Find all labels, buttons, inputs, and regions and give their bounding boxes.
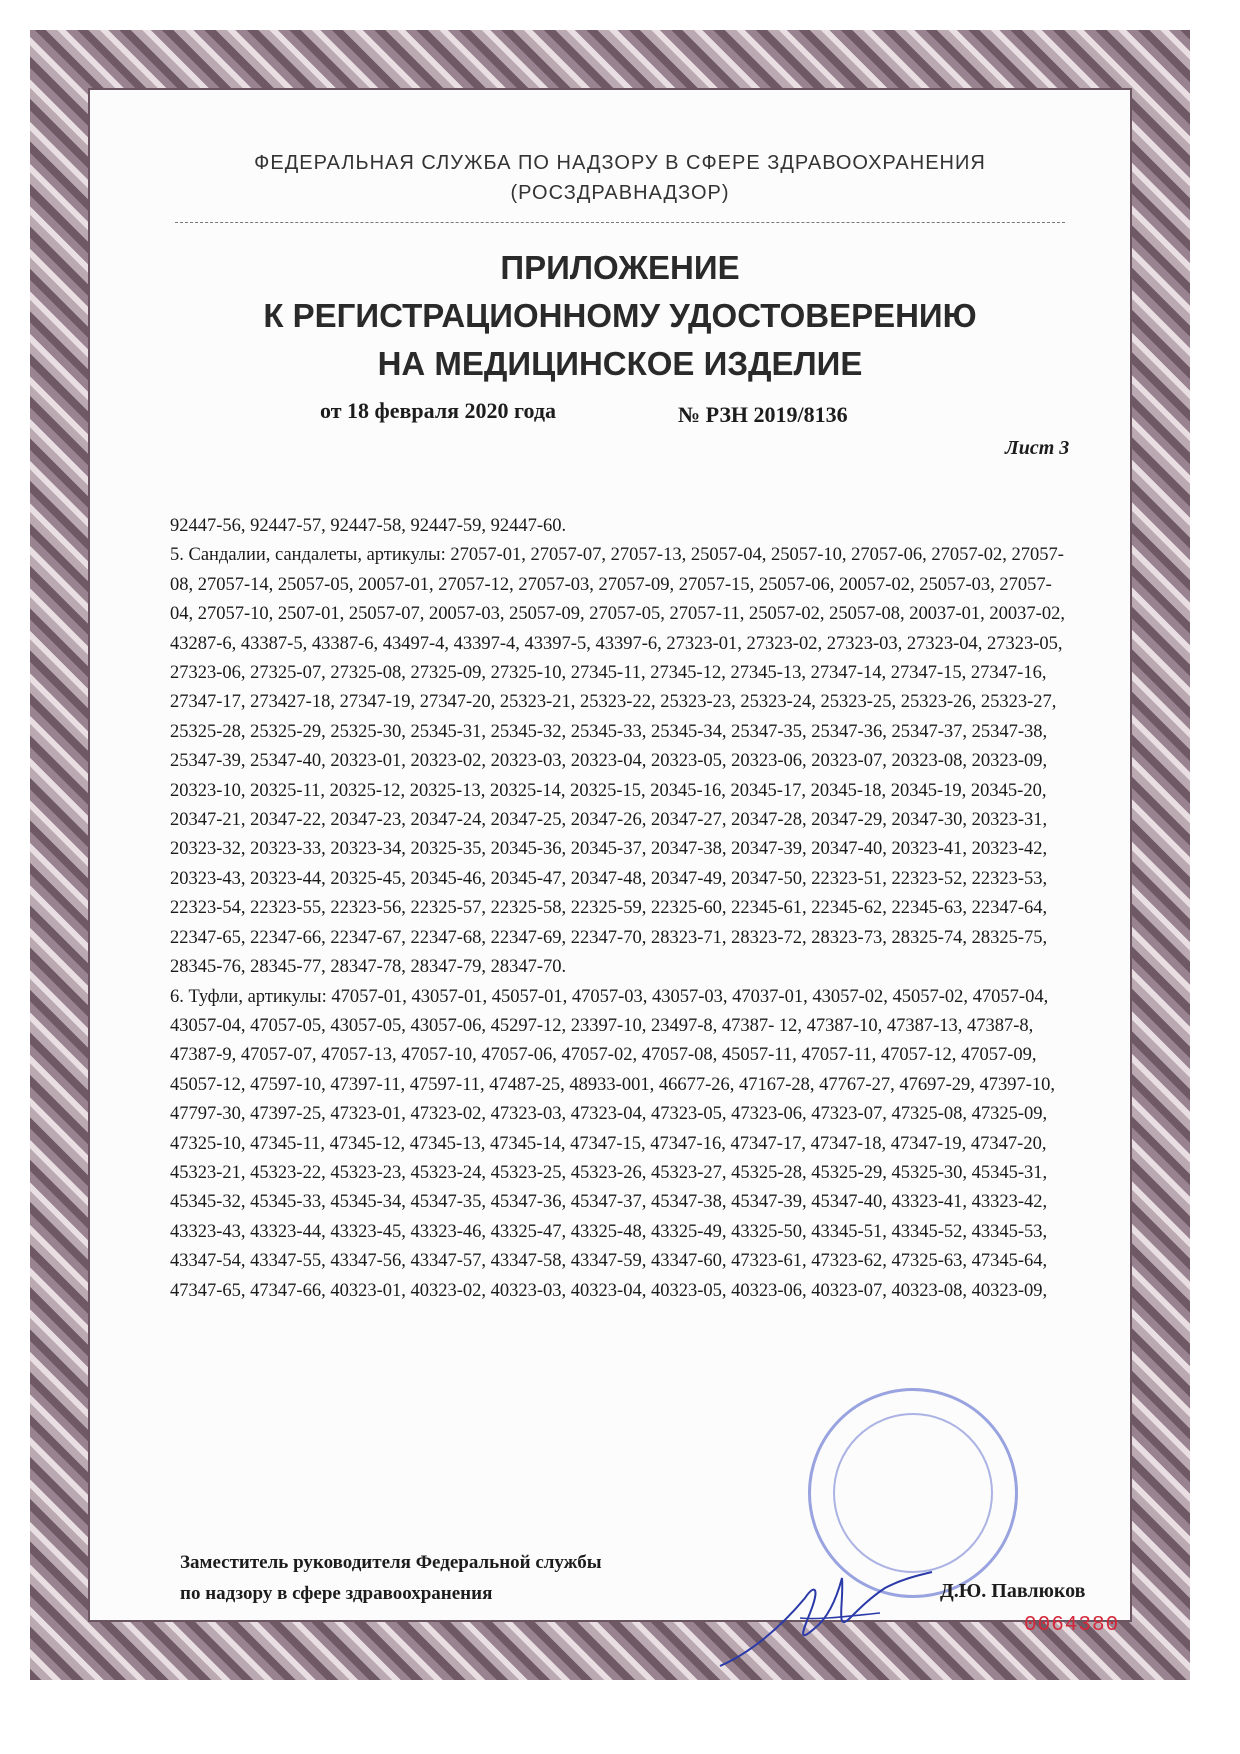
issue-date: от 18 февраля 2020 года [320,398,556,423]
title-line-3: НА МЕДИЦИНСКОЕ ИЗДЕЛИЕ [377,345,863,382]
signer-title [180,1547,602,1609]
agency-line-2: (РОСЗДРАВНАДЗОР) [510,182,730,204]
serial-number: 0064380 [1024,1614,1120,1637]
registration-number: № РЗН 2019/8136 [678,402,848,427]
signer-line-2: по надзору в сфере здравоохранения [180,1583,493,1604]
stamp-inner-ring [833,1413,993,1573]
paragraph-continuation: 92447-56, 92447-57, 92447-58, 92447-59, 92447-60. [170,516,567,536]
agency-name [140,148,1100,208]
signer-line-1: Заместитель руководителя Федеральной службы [180,1552,602,1573]
title-line-1: ПРИЛОЖЕНИЕ [500,249,740,286]
document-title [140,244,1100,388]
title-line-2: К РЕГИСТРАЦИОННОМУ УДОСТОВЕРЕНИЮ [263,297,977,334]
signer-name: Д.Ю. Павлюков [940,1580,1086,1602]
paragraph-shoes: 6. Туфли, артикулы: 47057-01, 43057-01, 45057-01, 47057-03, 43057-03, 47037-01, 43057-02, 45057-02, 47057-04, 43057-04, 47057-05, 43057-05, 43057-06, 45297-12, 23397-10, 23497-8, 47387- 12, 47387-10, 47387-13, 47387-8, 47387-9, 47057-07, 47057-13, 47057-10, 47057-06, 47057-02, 47057-08, 45057-11, 47057-11, 47057-12, 47057-09, 45057-12, 47597-10, 47397-11, 47597-11, 47487-25, 48933-001, 46677-26, 47167-28, 47767-27, 47697-29, 47397-10, 47797-30, 47397-25, 47323-01, 47323-02, 47323-03, 47323-04, 47323-05, 47323-06, 47323-07, 47325-08, 47325-09, 47325-10, 47345-11, 47345-12, 47345-13, 47345-14, 47347-15, 47347-16, 47347-17, 47347-18, 47347-19, 47347-20, 45323-21, 45323-22, 45323-23, 45323-24, 45323-25, 45323-26, 45323-27, 45325-28, 45325-29, 45325-30, 45345-31, 45345-32, 45345-33, 45345-34, 45347-35, 45347-36, 45347-37, 45347-38, 45347-39, 45347-40, 43323-41, 43323-42, 43323-43, 43323-44, 43323-45, 43323-46, 43325-47, 43325-48, 43325-49, 43325-50, 43345-51, 43345-52, 43345-53, 43347-54, 43347-55, 43347-56, 43347-57, 43347-58, 43347-59, 43347-60, 47323-61, 47323-62, 47325-63, 47345-64, 47347-65, 47347-66, 40323-01, 40323-02, 40323-03, 40323-04, 40323-05, 40323-06, 40323-07, 40323-08, 40323-09, [170,986,1056,1301]
article-list [170,512,1070,1306]
header-divider [175,222,1065,224]
agency-line-1: ФЕДЕРАЛЬНАЯ СЛУЖБА ПО НАДЗОРУ В СФЕРЕ ЗДРАВООХРАНЕНИЯ [254,152,986,174]
paragraph-sandals: 5. Сандалии, сандалеты, артикулы: 27057-01, 27057-07, 27057-13, 25057-04, 25057-10, 27057-06, 27057-02, 27057-08, 27057-14, 25057-05, 20057-01, 27057-12, 27057-03, 27057-09, 27057-15, 25057-06, 20057-02, 25057-03, 27057-04, 27057-10, 2507-01, 25057-07, 20057-03, 25057-09, 27057-05, 27057-11, 25057-02, 25057-08, 20037-01, 20037-02, 43287-6, 43387-5, 43387-6, 43497-4, 43397-4, 43397-5, 43397-6, 27323-01, 27323-02, 27323-03, 27323-04, 27323-05, 27323-06, 27325-07, 27325-08, 27325-09, 27325-10, 27345-11, 27345-12, 27345-13, 27347-14, 27347-15, 27347-16, 27347-17, 273427-18, 27347-19, 27347-20, 25323-21, 25323-22, 25323-23, 25323-24, 25323-25, 25323-26, 25323-27, 25325-28, 25325-29, 25325-30, 25345-31, 25345-32, 25345-33, 25345-34, 25347-35, 25347-36, 25347-37, 25347-38, 25347-39, 25347-40, 20323-01, 20323-02, 20323-03, 20323-04, 20323-05, 20323-06, 20323-07, 20323-08, 20323-09, 20323-10, 20325-11, 20325-12, 20325-13, 20325-14, 20325-15, 20345-16, 20345-17, 20345-18, 20345-19, 20345-20, 20347-21, 20347-22, 20347-23, 20347-24, 20347-25, 20347-26, 20347-27, 20347-28, 20347-29, 20347-30, 20323-31, 20323-32, 20323-33, 20323-34, 20325-35, 20345-36, 20345-37, 20347-38, 20347-39, 20347-40, 20323-41, 20323-42, 20323-43, 20323-44, 20325-45, 20345-46, 20345-47, 20347-48, 20347-49, 20347-50, 22323-51, 22323-52, 22323-53, 22323-54, 22323-55, 22323-56, 22325-57, 22325-58, 22325-59, 22325-60, 22345-61, 22345-62, 22345-63, 22347-64, 22347-65, 22347-66, 22347-67, 22347-68, 22347-69, 22347-70, 28323-71, 28323-72, 28323-73, 28325-74, 28325-75, 28345-76, 28345-77, 28347-78, 28347-79, 28347-70. [170,545,1065,978]
sheet-number: Лист 3 [1005,437,1070,459]
signature-icon [710,1558,940,1678]
